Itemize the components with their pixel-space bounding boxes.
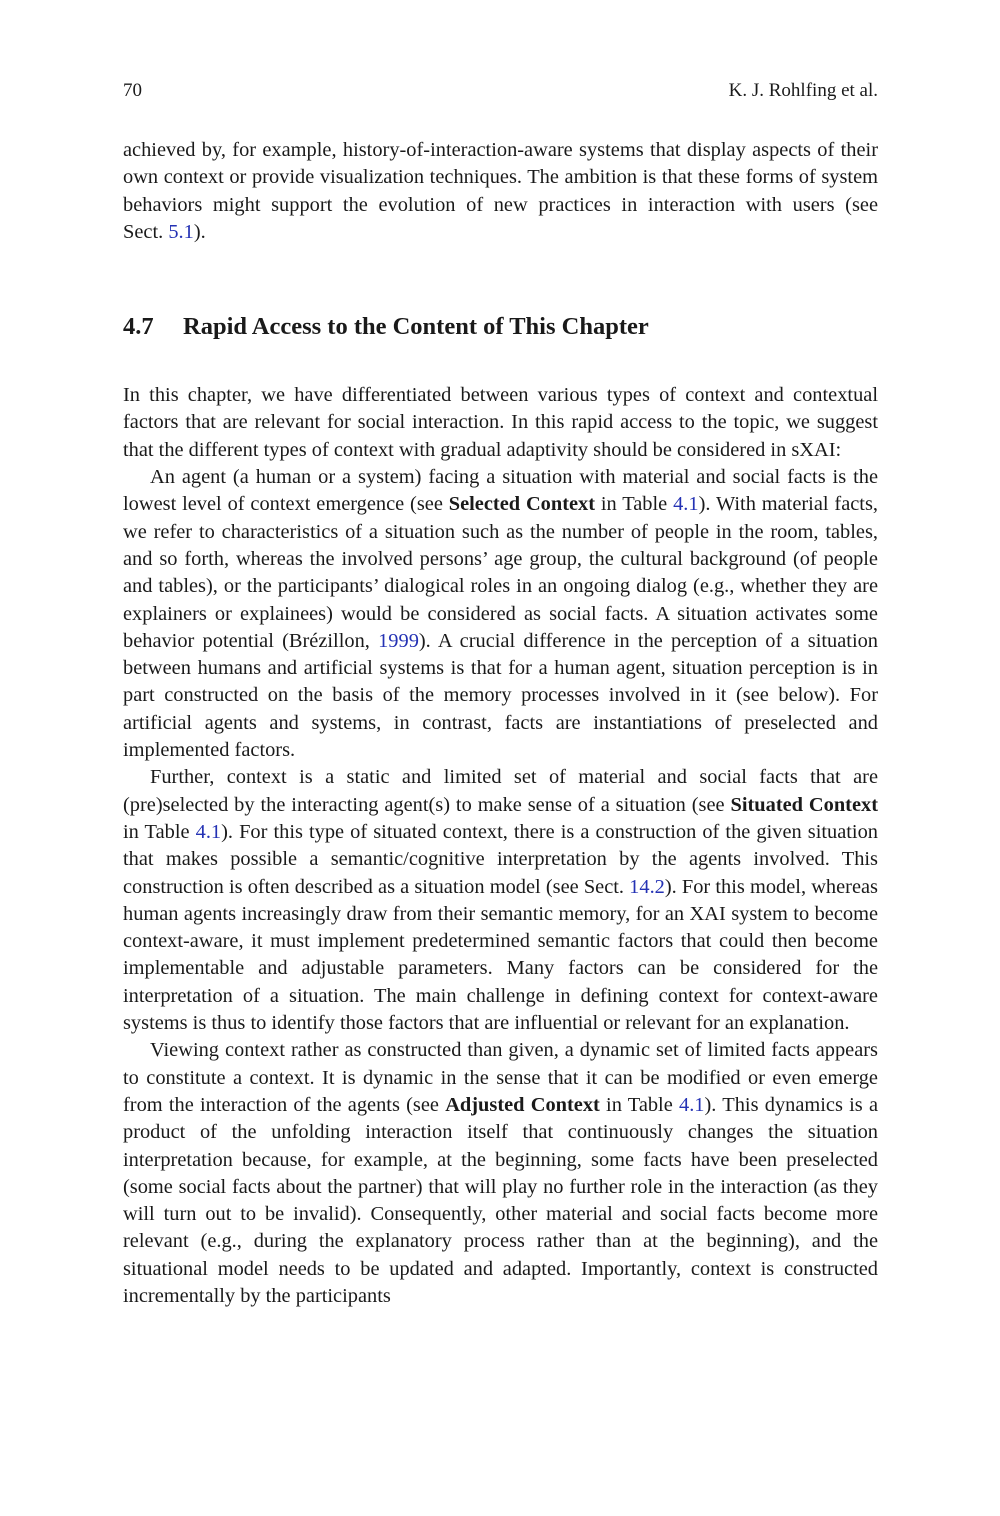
paragraph [123, 1037, 878, 1310]
bold-term: Situated Context [730, 793, 878, 816]
text-run: in Table [599, 1093, 680, 1116]
paragraph-continuation [123, 137, 878, 246]
table-link[interactable]: 4.1 [673, 493, 699, 516]
paragraph [123, 464, 878, 764]
section-link[interactable]: 14.2 [629, 875, 665, 898]
text-run: in Table [123, 820, 196, 843]
text-run: In this chapter, we have differentiated between various types of context and contextual factors that are relevant for social interaction. In this rapid access to the topic, we suggest that the different types of context with gradual adaptivity should be considered in sXAI: [123, 384, 878, 461]
section-link[interactable]: 5.1 [168, 220, 194, 243]
text-run: ). For this model, whereas human agents increasingly draw from their semantic memory, for an XAI system to become context-aware, it must implement predetermined semantic factors that could then become implementable and adjustable parameters. Many factors can be considered for the interpretation of a situation. The main challenge in defining context for context-aware systems is thus to identify those factors that are influential or relevant for an explanation. [123, 875, 878, 1035]
text-run: An agent (a human or a system) facing a situation with material and social facts is the lowest level of context emergence (see [123, 466, 878, 516]
bold-term: Adjusted Context [445, 1093, 600, 1116]
text-run: ). For this type of situated context, there is a construction of the given situation that makes possible a semantic/cognitive interpretation by the agents involved. This construction is often described as a situation model (see Sect. [123, 820, 878, 898]
text-run: achieved by, for example, history-of-interaction-aware systems that display aspects of their own context or provide visualization techniques. The ambition is that these forms of system behaviors might support the evolution of new practices in interaction with users (see Sect. [123, 139, 878, 243]
text-run: Further, context is a static and limited set of material and social facts that are (pre)selected by the interacting agent(s) to make sense of a situation (see [123, 766, 878, 816]
running-header [123, 78, 878, 104]
bold-term: Selected Context [448, 493, 596, 516]
text-run: ). A crucial difference in the perception of a situation between humans and artificial systems is that for a human agent, situation perception is in part constructed on the basis of the memory processes involved in it (see below). For artificial agents and systems, in contrast, facts are instantiations of preselected and implemented factors. [123, 629, 879, 762]
text-run: ). [193, 220, 206, 243]
section-title: Rapid Access to the Content of This Chapter [183, 313, 649, 341]
section-heading [123, 311, 878, 343]
text-run: ). With material facts, we refer to characteristics of a situation such as the number of people in the room, tables, and so forth, whereas the involved persons’ age group, the cultural background (of people and tables), or the participants’ dialogical roles in an ongoing dialog (e.g., whether they are explainers or explainees) would be considered as social facts. A situation activates some behavior potential (Brézillon, [123, 493, 878, 652]
text-run: Viewing context rather as constructed than given, a dynamic set of limited facts appears to constitute a context. It is dynamic in the sense that it can be modified or even emerge from the interaction of the agents (see [123, 1039, 878, 1116]
running-author: K. J. Rohlfing et al. [728, 80, 878, 101]
paragraph [123, 382, 878, 464]
table-link[interactable]: 4.1 [195, 820, 222, 843]
page-number: 70 [123, 80, 142, 101]
paragraph [123, 764, 878, 1037]
citation-link[interactable]: 1999 [378, 629, 419, 652]
body-content [123, 137, 878, 1310]
table-link[interactable]: 4.1 [679, 1093, 705, 1116]
text-run: in Table [595, 493, 674, 516]
text-run: ). This dynamics is a product of the unfolding interaction itself that continuously changes the situation interpretation because, for example, at the beginning, some facts have been preselected (some social facts about the partner) that will play no further role in the interaction (as they will turn out to be invalid). Consequently, other material and social facts become more relevant (e.g., during the explanatory process rather than at the beginning), and the situational model needs to be updated and adapted. Importantly, context is constructed incrementally by the participants [123, 1093, 879, 1307]
section-number: 4.7 [123, 313, 154, 341]
